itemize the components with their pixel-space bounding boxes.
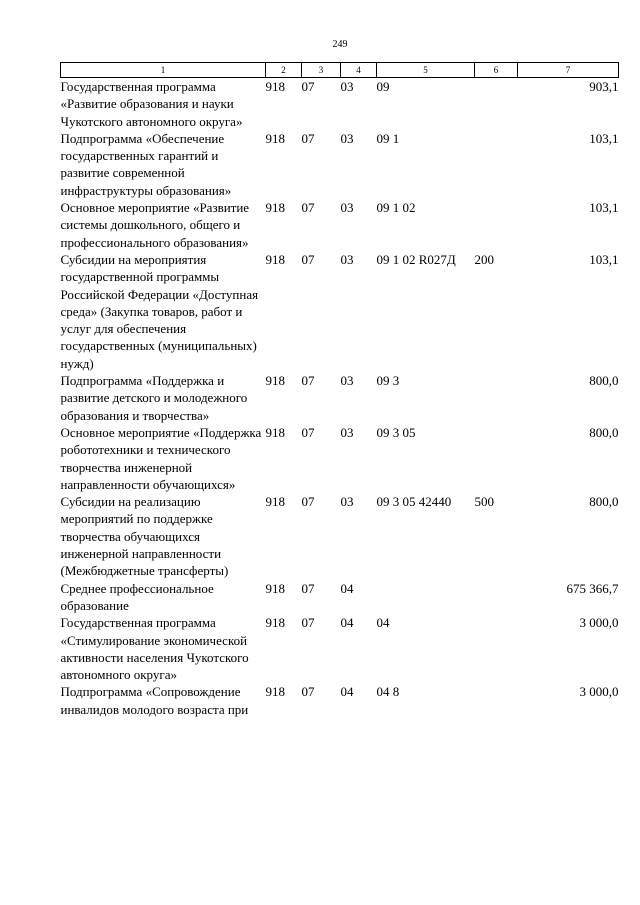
row-amount: 103,1 [589,251,619,267]
row-target-article: 09 3 [376,373,400,389]
header-col-5: 5 [377,63,475,78]
row-amount: 3 000,0 [579,684,619,700]
row-expense-type: 200 [474,251,494,267]
row-subsection-code: 04 [340,615,354,631]
row-target-article: 04 [376,615,390,631]
row-grbs-code: 918 [265,580,285,596]
row-amount: 103,1 [589,130,619,146]
row-amount: 3 000,0 [579,615,619,631]
row-subsection-code: 03 [340,130,354,146]
row-name: Государственная программа «Развитие образования и науки Чукотского автономного округа» [60,79,243,129]
header-col-7: 7 [518,63,619,78]
header-col-2: 2 [266,63,302,78]
row-subsection-code: 03 [340,79,354,94]
row-grbs-code: 918 [265,424,285,440]
row-section-code: 07 [301,200,315,216]
header-col-4: 4 [341,63,377,78]
row-grbs-code: 918 [265,130,285,146]
table-row [61,78,619,130]
row-target-article: 04 8 [376,684,400,700]
table-header [61,63,619,78]
row-grbs-code: 918 [265,373,285,389]
row-subsection-code: 03 [340,373,354,389]
row-grbs-code: 918 [265,615,285,631]
table-row [61,614,619,683]
row-section-code: 07 [301,130,315,146]
row-expense-type [475,78,518,130]
row-section-code: 07 [301,373,315,389]
row-amount: 800,0 [589,424,619,440]
row-amount: 800,0 [589,373,619,389]
row-expense-type [475,130,518,199]
row-target-article: 09 3 05 42440 [376,494,452,510]
row-expense-type: 500 [474,494,494,510]
table-body [61,78,619,718]
row-section-code: 07 [301,251,315,267]
row-name: Основное мероприятие «Развитие системы дошкольного, общего и профессионального образования» [60,200,250,250]
table-row [61,683,619,718]
row-subsection-code: 03 [340,494,354,510]
header-col-6: 6 [475,63,518,78]
row-section-code: 07 [301,424,315,440]
row-grbs-code: 918 [265,79,285,94]
row-section-code: 07 [301,615,315,631]
row-expense-type [475,580,518,615]
table-row [61,424,619,493]
table-row [61,130,619,199]
row-target-article: 09 1 02 R027Д [376,251,456,267]
row-name: Подпрограмма «Обеспечение государственных гарантий и развитие современной инфраструктуры образования» [60,130,232,198]
row-grbs-code: 918 [265,684,285,700]
row-section-code: 07 [301,79,315,94]
row-target-article: 09 [376,79,390,94]
row-subsection-code: 04 [340,684,354,700]
row-name: Подпрограмма «Сопровождение инвалидов молодого возраста при [60,684,249,717]
row-subsection-code: 03 [340,424,354,440]
row-amount: 675 366,7 [566,580,619,596]
row-target-article: 09 1 02 [376,200,416,216]
table-row [61,199,619,251]
row-grbs-code: 918 [265,494,285,510]
header-col-1: 1 [61,63,266,78]
row-expense-type [475,683,518,718]
row-expense-type [475,199,518,251]
row-amount: 903,1 [589,79,619,94]
row-grbs-code: 918 [265,251,285,267]
row-amount: 800,0 [589,494,619,510]
header-col-3: 3 [302,63,341,78]
row-subsection-code: 03 [340,251,354,267]
row-section-code: 07 [301,580,315,596]
row-target-article: 09 3 05 [376,424,416,440]
table-row [61,493,619,579]
row-grbs-code: 918 [265,200,285,216]
row-target-article [377,580,475,615]
row-name: Субсидии на мероприятия государственной программы Российской Федерации «Доступная среда» (Закупка товаров, работ и услуг для обеспечения государственных (муниципальных) нужд) [60,251,259,371]
table-row [61,372,619,424]
row-expense-type [475,372,518,424]
header-row [61,63,619,78]
row-name: Среднее профессиональное образование [60,580,214,613]
row-name: Подпрограмма «Поддержка и развитие детского и молодежного образования и творчества» [60,373,248,423]
row-target-article: 09 1 [376,130,400,146]
page-number: 249 [332,39,348,50]
table-row [61,251,619,372]
row-name: Основное мероприятие «Поддержка робототехники и технического творчества инженерной направленности обучающихся» [60,424,262,492]
row-subsection-code: 03 [340,200,354,216]
table-row [61,580,619,615]
row-expense-type [475,614,518,683]
row-name: Государственная программа «Стимулированиe экономической активности населения Чукотского автономного округа» [60,615,249,683]
row-name: Субсидии на реализацию мероприятий по поддержке творчества обучающихся инженерной направленности (Межбюджетные трансферты) [60,494,229,579]
row-section-code: 07 [301,494,315,510]
row-section-code: 07 [301,684,315,700]
row-subsection-code: 04 [340,580,354,596]
row-expense-type [475,424,518,493]
row-amount: 103,1 [589,200,619,216]
budget-table [60,62,619,718]
